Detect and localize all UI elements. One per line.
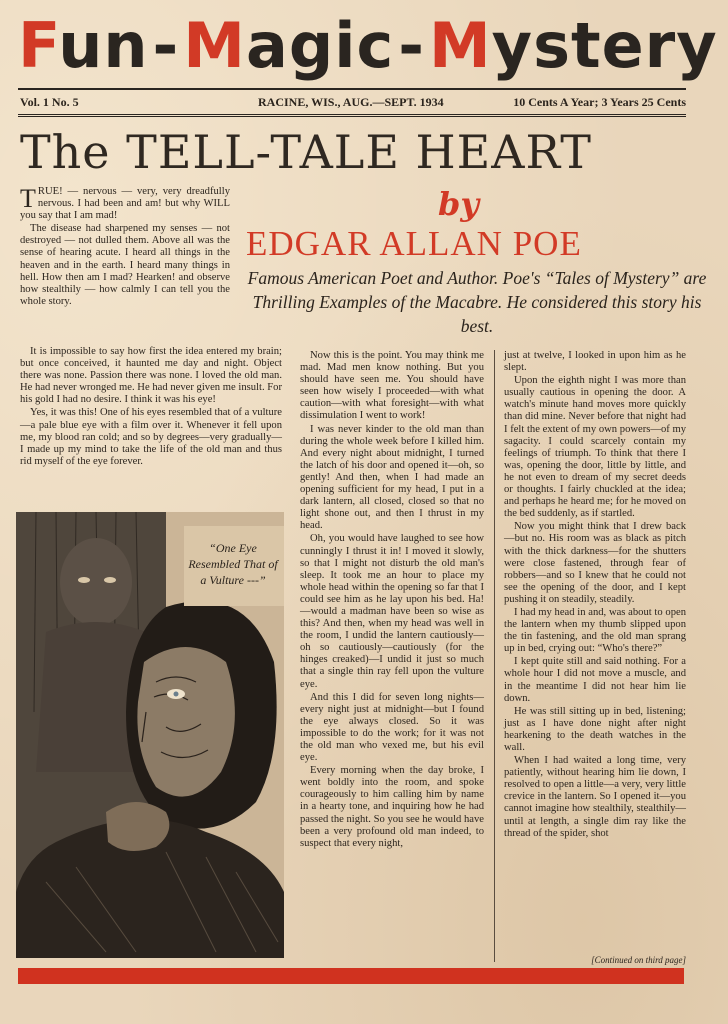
paragraph-text: RUE! — nervous — very, very dreadfully nervous. I had been and am! but why WILL you say that I am mad! (20, 186, 230, 222)
paragraph: I was never kinder to the old man than during the whole week before I killed him. And every night about midnight, I turned the latch of his door and opened it—oh, so gently! And then, when I had made an opening sufficient for my head, I put in a dark lantern, all closed, closed so that no light shone out, and then I thrust in my head. (300, 423, 484, 532)
masthead-letter-f: F (18, 9, 59, 82)
story-subhead: Famous American Poet and Author. Poe's “Tales of Mystery” are Thrilling Examples of the Macabre. He considered this story his best. (247, 268, 707, 336)
paragraph: just at twelve, I looked in upon him as he slept. (504, 350, 686, 374)
paragraph: The disease had sharpened my senses — not destroyed — not dulled them. Above all was the sense of hearing acute. I heard all things in the heaven and in the earth. I heard many things in hell. How then am I mad? Hearken! and observe how stealthily — how calmly I can tell you the whole story. (20, 223, 230, 307)
column-3 (504, 350, 686, 952)
drop-cap: T (20, 184, 36, 213)
subscription-price: 10 Cents A Year; 3 Years 25 Cents (513, 95, 686, 109)
paragraph: Upon the eighth night I was more than usually cautious in opening the door. A watch's minute hand moves more quickly than did mine. Never before that night had I felt the extent of my own powers—of my sagacity. I could scarcely contain my feelings of triumph. To think that there I was, opening the door, little by little, and he not even to dream of my secret deeds or thoughts. I fairly chuckled at the idea; and perhaps he heard me; for he moved on the bed suddenly, as if startled. (504, 375, 686, 520)
paragraph: Yes, it was this! One of his eyes resembled that of a vulture—a pale blue eye with a film over it. Whenever it fell upon me, my blood ran cold; and so by degrees—very gradually—I made up my mind to take the life of the old man and thus rid myself of the eye forever. (20, 407, 282, 467)
issue-info-bar (18, 88, 686, 117)
masthead (18, 6, 718, 86)
column-1-wide (20, 346, 282, 508)
masthead-letter-m2: M (428, 9, 492, 82)
story-title: The TELL-TALE HEART (20, 125, 592, 179)
volume-number: Vol. 1 No. 5 (20, 95, 79, 109)
paragraph: I kept quite still and said nothing. For a whole hour I did not move a muscle, and in the meantime I did not hear him lie down. (504, 656, 686, 704)
column-2 (300, 350, 484, 964)
author-name: EDGAR ALLAN POE (246, 224, 582, 263)
paragraph: And this I did for seven long nights—every night just at midnight—but I found the eye always closed. So it was impossible to do the work; for it was not the old man who vexed me, but his evil eye. (300, 691, 484, 764)
paragraph: It is impossible to say how first the idea entered my brain; but once conceived, it haunted me day and night. Object there was none. Passion there was none. I loved the old man. He had never wronged me. He had never given me insult. For his gold I had no desire. I think it was his eye! (20, 346, 282, 406)
paragraph: Every morning when the day broke, I went boldly into the room, and spoke courageously to him calling him by name in a hearty tone, and inquiring how he had passed the night. So you see he would have been a very profound old man indeed, to suspect that every night, (300, 765, 484, 849)
continued-note: [Continued on third page] (591, 955, 686, 965)
byline-by: by (438, 185, 479, 223)
masthead-word-magic: agic (245, 9, 395, 82)
masthead-word-fun: un (58, 9, 149, 82)
illustration-caption: “One Eye Resembled That of a Vulture ---” (188, 541, 278, 587)
masthead-separator: - (152, 9, 180, 82)
masthead-word-mystery: ystery (491, 9, 718, 82)
bottom-red-bar (18, 968, 684, 984)
column-1-top (20, 186, 230, 342)
masthead-separator: - (398, 9, 425, 82)
column-divider (494, 350, 495, 962)
paragraph: Oh, you would have laughed to see how cunningly I thrust it in! I moved it slowly, so that I might not disturb the old man's sleep. It took me an hour to place my whole head within the opening so far that I could see him as he lay upon his bed. Ha!—would a madman have been so wise as this? And then, when my head was well in the room, I undid the lantern cautiously—oh so cautiously—cautiously (for the hinges creaked)—I undid it just so much that a single thin ray fell upon the vulture eye. (300, 533, 484, 690)
paragraph: When I had waited a long time, very patiently, without hearing him lie down, I resolved to open a little—a very, very little crevice in the lantern. So I opened it—you cannot imagine how stealthily, stealthily—until at length, a single dim ray like the thread of the spider, shot (504, 755, 686, 839)
masthead-letter-m1: M (183, 9, 246, 82)
paragraph: Now you might think that I drew back—but no. His room was as black as pitch with the thick darkness—for the shutters were close fastened, through fear of robbers—and so I knew that he could not see the opening of the door, and I kept pushing it on steadily, steadily. (504, 521, 686, 605)
place-date: RACINE, WIS., AUG.—SEPT. 1934 (258, 95, 444, 109)
paragraph: He was still sitting up in bed, listening; just as I have done night after night hearkening to the death watches in the wall. (504, 705, 686, 753)
paragraph (20, 186, 230, 222)
paragraph: I had my head in and, was about to open the lantern when my thumb slipped upon the tin fastening, and the old man sprang up in bed, crying out: “Who's there?” (504, 606, 686, 655)
paragraph: Now this is the point. You may think me mad. Mad men know nothing. But you should have seen me. You should have seen how wisely I proceeded—with what caution—with what foresight—with what dissimulation I went to work! (300, 350, 484, 422)
